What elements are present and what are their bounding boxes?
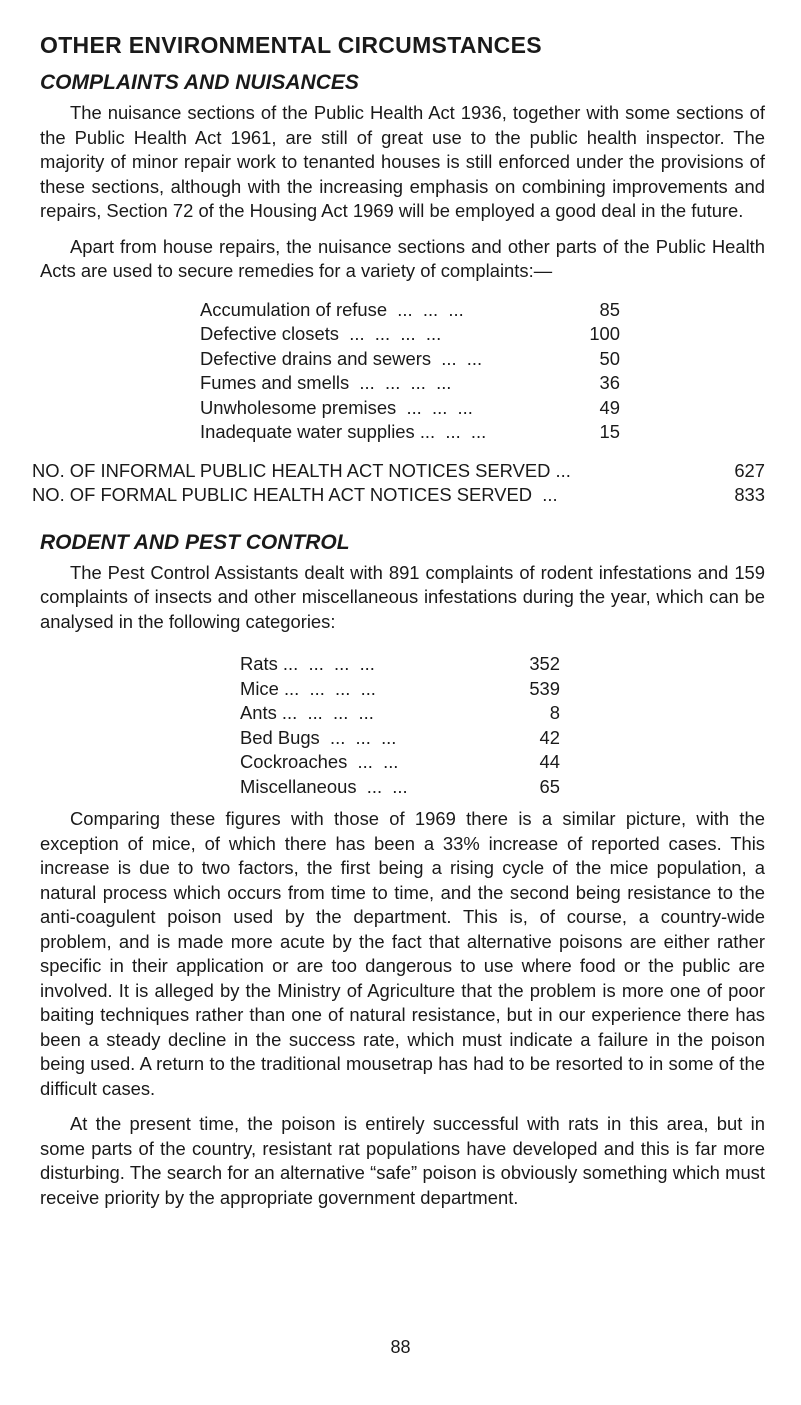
item-value: 100 [589, 323, 620, 344]
item-value: 42 [539, 726, 560, 748]
item-label: Rats ... ... ... ... [240, 653, 375, 674]
page-number: 88 [390, 1337, 411, 1357]
item-label: Cockroaches ... ... [240, 751, 399, 772]
complaints-paragraph-2: Apart from house repairs, the nuisance sections and other parts of the Public Health Acts are used to secure remedies for a variety of complaints:— [40, 235, 765, 281]
item-value: 8 [549, 702, 560, 723]
item-label: Miscellaneous ... ... [240, 775, 408, 797]
page-title: OTHER ENVIRONMENTAL CIRCUMSTANCES [40, 32, 542, 58]
item-value: 49 [599, 396, 620, 418]
item-label: Accumulation of refuse ... ... ... [200, 298, 464, 320]
item-value: 352 [529, 653, 560, 674]
rodent-paragraph-1: The Pest Control Assistants dealt with 891 complaints of rodent infestations and 159 complaints of insects and other miscellaneous infestations during the year, which can be analysed in the following categories: [40, 561, 765, 632]
notice-label: NO. OF FORMAL PUBLIC HEALTH ACT NOTICES SERVED ... [32, 483, 558, 505]
document-page [32, 30, 765, 1210]
rodent-section [40, 529, 765, 1211]
list-item [200, 371, 620, 396]
item-label: Fumes and smells ... ... ... ... [200, 372, 452, 393]
complaints-subheading: COMPLAINTS AND NUISANCES [40, 71, 359, 94]
item-value: 539 [529, 677, 560, 699]
rodent-paragraph-3: At the present time, the poison is entirely successful with rats in this area, but in some parts of the country, resistant rat populations have developed and this is far more disturbing. The search for an alternative “safe” poison is obviously something which must receive priority by the appropriate government department. [40, 1113, 765, 1208]
item-value: 44 [539, 751, 560, 772]
complaints-list [200, 298, 620, 445]
list-item [200, 298, 620, 323]
notices-summary [32, 459, 765, 507]
item-value: 50 [599, 347, 620, 369]
list-item [200, 420, 620, 445]
item-label: Mice ... ... ... ... [240, 677, 376, 699]
complaints-paragraph-1: The nuisance sections of the Public Health Act 1936, together with some sections of the Public Health Act 1961, are still of great use to the public health inspector. The majority of minor repair work to tenanted houses is still enforced under the provisions of these sections, although with the increasing emphasis on combining improvements and repairs, Section 72 of the Housing Act 1969 will be employed a good deal in the future. [40, 102, 765, 221]
list-item [200, 396, 620, 421]
notice-row-informal [32, 459, 765, 483]
item-value: 65 [539, 775, 560, 797]
item-value: 85 [599, 298, 620, 320]
list-item [240, 726, 560, 751]
notice-row-formal [32, 483, 765, 507]
item-label: Unwholesome premises ... ... ... [200, 396, 473, 418]
rodent-subheading: RODENT AND PEST CONTROL [40, 530, 350, 554]
item-label: Ants ... ... ... ... [240, 702, 374, 723]
item-label: Bed Bugs ... ... ... [240, 726, 397, 748]
list-item [240, 652, 560, 677]
pest-list [240, 652, 560, 799]
item-label: Inadequate water supplies ... ... ... [200, 421, 487, 442]
item-value: 36 [599, 372, 620, 393]
item-label: Defective closets ... ... ... ... [200, 323, 442, 344]
list-item [240, 750, 560, 775]
list-item [200, 322, 620, 347]
list-item [240, 775, 560, 800]
notice-value: 627 [734, 459, 765, 481]
list-item [200, 347, 620, 372]
notice-label: NO. OF INFORMAL PUBLIC HEALTH ACT NOTICES SERVED ... [32, 459, 571, 481]
item-label: Defective drains and sewers ... ... [200, 347, 483, 369]
notice-value: 833 [734, 483, 765, 505]
list-item [240, 701, 560, 726]
item-value: 15 [599, 421, 620, 442]
rodent-paragraph-2: Comparing these figures with those of 1969 there is a similar picture, with the exception of mice, of which there has been a 33% increase of reported cases. This increase is due to two factors, the first being a rising cycle of the mice population, a natural process which occurs from time to time, and the second being resistance to the anti-coagulent poison used by the department. This is, of course, a country-wide problem, and is made more acute by the fact that alternative poisons are either rather specific in their application or are too dangerous to use where food or the public are involved. It is alleged by the Ministry of Agriculture that the problem is more one of poor baiting techniques rather than one of natural resistance, but in our experience there has been a steady decline in the success rate, which must indicate a failure in the poison being used. A return to the traditional mousetrap has had to be resorted to in some of the difficult cases. [40, 808, 765, 1099]
list-item [240, 677, 560, 702]
